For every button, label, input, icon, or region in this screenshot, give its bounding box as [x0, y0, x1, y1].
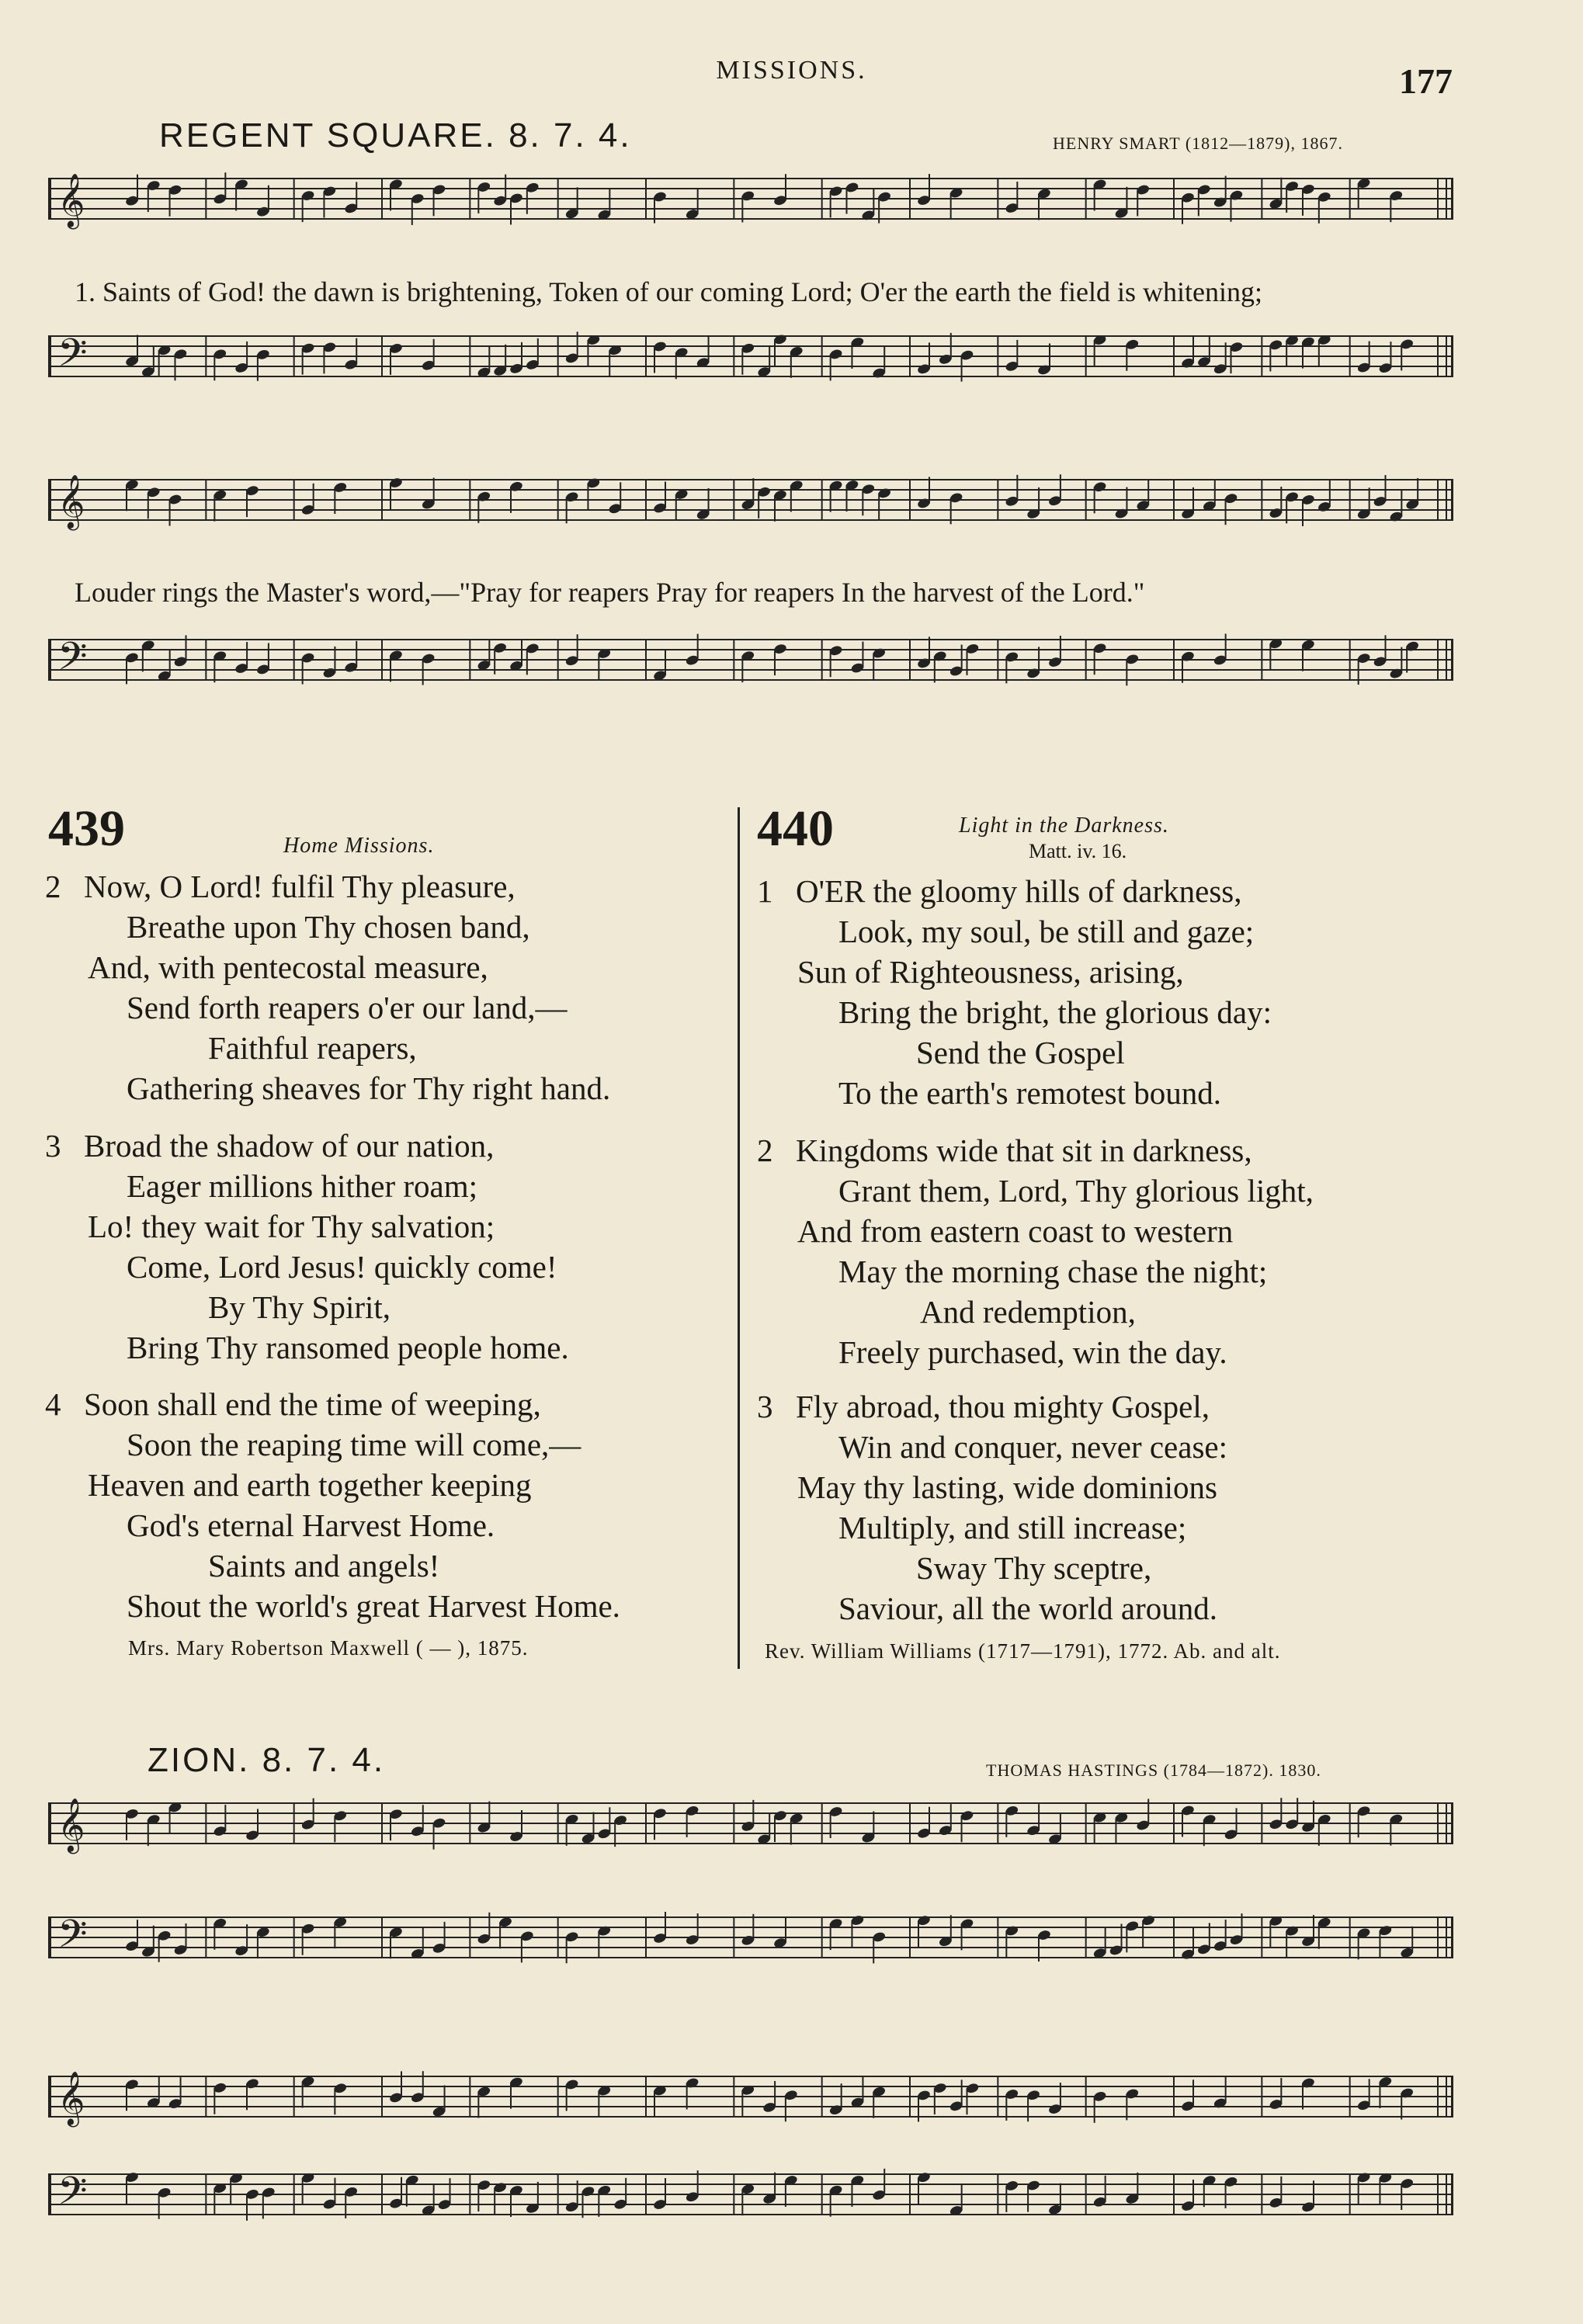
verse [45, 1126, 569, 1368]
verse-line: Shout the world's great Harvest Home. [127, 1588, 620, 1624]
verse [45, 1384, 620, 1626]
clef-icon: 𝄞 [57, 474, 85, 529]
verse [757, 1130, 1314, 1372]
clef-icon: 𝄢 [57, 634, 88, 689]
hymn-title: Light in the Darkness. [959, 813, 1169, 838]
hymn-scripture: Matt. iv. 16. [1029, 840, 1127, 862]
verse [757, 871, 1272, 1113]
verse-number: 2 [45, 869, 61, 904]
music-system [48, 165, 1453, 236]
staff-svg [48, 2160, 1453, 2232]
tune-meter: 8. 7. 4. [509, 116, 632, 154]
page-number: 177 [1399, 61, 1453, 101]
verse-line: Lo! they wait for Thy salvation; [88, 1209, 495, 1244]
verse-line: Send the Gospel [916, 1035, 1125, 1070]
verse-line: Soon the reaping time will come,— [127, 1427, 581, 1462]
column-divider [738, 807, 740, 1669]
verse-line: Sun of Righteousness, arising, [797, 954, 1184, 990]
verse-line: Faithful reapers, [208, 1030, 417, 1066]
verse-line: Send forth reapers o'er our land,— [127, 990, 568, 1025]
tune-title-zion [148, 1741, 385, 1780]
verse-line: Multiply, and still increase; [838, 1510, 1187, 1545]
verse-line: Fly abroad, thou mighty Gospel, [796, 1389, 1210, 1424]
staff-svg [48, 626, 1453, 697]
verse-number: 1 [757, 873, 773, 909]
tune-name: REGENT SQUARE. [159, 116, 497, 154]
clef-icon: 𝄢 [57, 2169, 88, 2223]
verse-line: Sway Thy sceptre, [916, 1550, 1152, 1586]
tune-composer: HENRY SMART (1812—1879), 1867. [1053, 134, 1343, 153]
hymn-title: Home Missions. [283, 834, 435, 858]
music-system [48, 322, 1453, 394]
lyric-line: Louder rings the Master's word,—"Pray for reapers Pray for reapers In the harvest of the Lord." [75, 577, 1145, 608]
verse-line: Saints and angels! [208, 1548, 440, 1583]
verse [757, 1386, 1227, 1629]
verse-line: Breathe upon Thy chosen band, [127, 909, 530, 945]
verse-number: 3 [45, 1128, 61, 1164]
running-head: MISSIONS. [716, 56, 867, 85]
verse-line: Broad the shadow of our nation, [84, 1128, 495, 1164]
clef-icon: 𝄞 [57, 2071, 85, 2125]
verse-line: Heaven and earth together keeping [88, 1467, 532, 1503]
verse-line: Bring Thy ransomed people home. [127, 1330, 569, 1365]
staff-svg [48, 1903, 1453, 1975]
clef-icon: 𝄞 [57, 173, 85, 227]
verse-line: Freely purchased, win the day. [838, 1334, 1227, 1370]
verse-line: Soon shall end the time of weeping, [84, 1386, 541, 1422]
staff-svg [48, 1789, 1453, 1861]
hymn-number: 440 [757, 800, 834, 857]
clef-icon: 𝄞 [57, 1798, 85, 1852]
tune-meter: 8. 7. 4. [262, 1741, 386, 1779]
verse-line: And, with pentecostal measure, [88, 949, 488, 985]
verse-line: O'ER the gloomy hills of darkness, [796, 873, 1242, 909]
verse-number: 3 [757, 1389, 773, 1424]
verse-line: Win and conquer, never cease: [838, 1429, 1227, 1465]
lyric-line: 1. Saints of God! the dawn is brightening, Token of our coming Lord; O'er the earth the field is whitening; [75, 276, 1262, 307]
music-system [48, 1789, 1453, 1861]
verse [45, 866, 610, 1108]
staff-svg [48, 322, 1453, 394]
staff-svg [48, 165, 1453, 236]
tune-title-regent-square [159, 116, 632, 155]
verse-line: God's eternal Harvest Home. [127, 1507, 495, 1543]
hymn-author: Rev. William Williams (1717—1791), 1772. Ab. and alt. [765, 1639, 1281, 1663]
verse-line: Saviour, all the world around. [838, 1590, 1217, 1626]
hymn-number: 439 [48, 800, 125, 857]
verse-line: Gathering sheaves for Thy right hand. [127, 1070, 611, 1106]
verse-line: By Thy Spirit, [208, 1289, 391, 1325]
verse-number: 2 [757, 1133, 773, 1168]
music-system [48, 626, 1453, 697]
verse-line: Look, my soul, be still and gaze; [838, 914, 1255, 949]
music-system [48, 2160, 1453, 2232]
verse-line: To the earth's remotest bound. [838, 1075, 1221, 1111]
verse-line: Kingdoms wide that sit in darkness, [796, 1133, 1252, 1168]
tune-name: ZION. [148, 1741, 251, 1779]
verse-line: And redemption, [920, 1294, 1136, 1330]
tune-composer: THOMAS HASTINGS (1784—1872). 1830. [986, 1760, 1321, 1780]
clef-icon: 𝄢 [57, 331, 88, 385]
staff-svg [48, 466, 1453, 537]
verse-line: Grant them, Lord, Thy glorious light, [838, 1173, 1314, 1209]
verse-line: And from eastern coast to western [797, 1213, 1234, 1249]
hymn-author: Mrs. Mary Robertson Maxwell ( — ), 1875. [128, 1636, 529, 1660]
music-system [48, 2062, 1453, 2134]
verse-line: Now, O Lord! fulfil Thy pleasure, [84, 869, 516, 904]
music-system [48, 466, 1453, 537]
verse-line: Bring the bright, the glorious day: [838, 994, 1272, 1030]
verse-line: Eager millions hither roam; [127, 1168, 478, 1204]
music-system [48, 1903, 1453, 1975]
verse-line: May the morning chase the night; [838, 1254, 1268, 1289]
verse-line: Come, Lord Jesus! quickly come! [127, 1249, 557, 1285]
clef-icon: 𝄢 [57, 1912, 88, 1966]
verse-number: 4 [45, 1386, 61, 1422]
verse-line: May thy lasting, wide dominions [797, 1469, 1217, 1505]
staff-svg [48, 2062, 1453, 2134]
